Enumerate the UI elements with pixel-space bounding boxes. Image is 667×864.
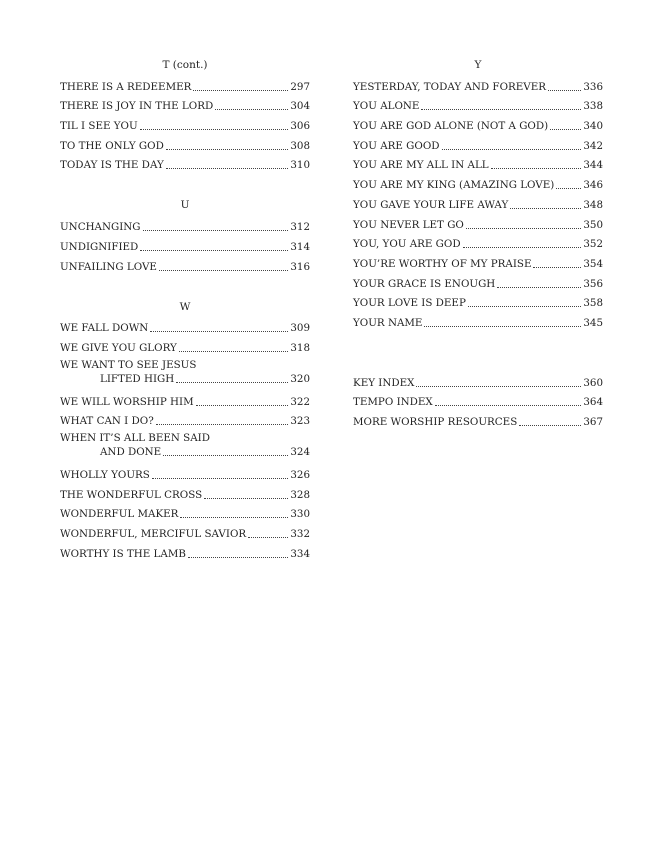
entry-title: YOUR NAME	[353, 316, 423, 329]
dot-leader	[176, 381, 288, 383]
dot-leader	[548, 89, 581, 91]
dot-leader	[435, 404, 582, 406]
dot-leader	[463, 246, 582, 248]
index-entry-key-index[interactable]	[353, 373, 603, 393]
dot-leader	[442, 148, 582, 150]
entry-page-number: 326	[290, 468, 310, 481]
index-section-y	[353, 57, 603, 333]
dot-leader	[466, 227, 581, 229]
entry-title: TO THE ONLY GOD	[60, 139, 164, 152]
dot-leader	[424, 325, 581, 327]
entry-page-number: 364	[583, 396, 603, 409]
index-entry-you-never-let-go[interactable]	[353, 215, 603, 235]
dot-leader	[150, 330, 288, 332]
entry-title: YOU ARE MY KING (AMAZING LOVE)	[353, 179, 555, 192]
entry-page-number: 309	[290, 322, 310, 335]
entry-page-number: 344	[583, 159, 603, 172]
entry-title: YOU, YOU ARE GOD	[353, 238, 461, 251]
dot-leader	[193, 89, 288, 91]
entry-page-number: 308	[290, 139, 310, 152]
index-entry-wholly-yours[interactable]	[60, 465, 310, 485]
entry-title: YOU NEVER LET GO	[353, 218, 464, 231]
entry-title: YOU ARE GOD ALONE (NOT A GOD)	[353, 120, 549, 133]
entry-page-number: 324	[290, 446, 310, 459]
entry-title: UNFAILING LOVE	[60, 260, 157, 273]
index-entry-you-you-are-god[interactable]	[353, 235, 603, 255]
entry-page-number: 348	[583, 198, 603, 211]
entry-title: WORTHY IS THE LAMB	[60, 547, 186, 560]
entry-title: YOU ARE GOOD	[353, 139, 440, 152]
entry-title: YOU GAVE YOUR LIFE AWAY	[353, 198, 509, 211]
entry-page-number: 316	[290, 260, 310, 273]
entry-page-number: 330	[290, 508, 310, 521]
dot-leader	[163, 454, 288, 456]
index-entry-unchanging[interactable]	[60, 217, 310, 237]
index-entry-your-name[interactable]	[353, 313, 603, 333]
dot-leader	[421, 108, 581, 110]
index-entry-more-worship-resources[interactable]	[353, 412, 603, 432]
entry-title: YOUR LOVE IS DEEP	[353, 297, 466, 310]
entry-page-number: 360	[583, 376, 603, 389]
index-section-t-cont	[60, 57, 310, 175]
entry-page-number: 323	[290, 415, 310, 428]
entry-title: KEY INDEX	[353, 376, 415, 389]
entry-page-number: 352	[583, 238, 603, 251]
entry-title: YOU’RE WORTHY OF MY PRAISE	[353, 257, 532, 270]
entry-title-continued: AND DONE	[100, 446, 162, 459]
entry-page-number: 356	[583, 277, 603, 290]
index-entry-undignified[interactable]	[60, 237, 310, 257]
entry-title: WONDERFUL MAKER	[60, 508, 179, 521]
dot-leader	[166, 167, 289, 169]
index-right-column	[353, 57, 603, 454]
index-entry-what-can-i-do[interactable]	[60, 412, 310, 432]
index-section-misc	[353, 355, 603, 432]
entry-page-number: 336	[583, 80, 603, 93]
index-entry-you-are-my-all-in-all[interactable]	[353, 156, 603, 176]
entry-title: WHOLLY YOURS	[60, 468, 150, 481]
index-entry-we-want-to-see-jesus-lifted-high[interactable]	[60, 358, 310, 392]
entry-title-continued-line	[60, 445, 310, 459]
entry-title: THERE IS A REDEEMER	[60, 80, 192, 93]
dot-leader	[152, 477, 289, 479]
index-section-u	[60, 197, 310, 276]
entry-title: MORE WORSHIP RESOURCES	[353, 416, 518, 428]
entry-title: YOUR GRACE IS ENOUGH	[353, 277, 496, 290]
entry-title: WONDERFUL, MERCIFUL SAVIOR	[60, 528, 247, 540]
index-entry-you-are-my-king-amazing-love[interactable]	[353, 175, 603, 195]
entry-page-number: 306	[290, 120, 310, 133]
dot-leader	[159, 269, 288, 271]
entry-title: YOU ARE MY ALL IN ALL	[353, 159, 489, 172]
index-section-w	[60, 299, 310, 564]
index-entry-we-will-worship-him[interactable]	[60, 392, 310, 412]
entry-title: WE WILL WORSHIP HIM	[60, 395, 194, 408]
index-left-column	[60, 57, 310, 586]
entry-page-number: 332	[290, 528, 310, 540]
index-entry-there-is-joy-in-the-lord[interactable]	[60, 97, 310, 117]
entry-page-number: 320	[290, 372, 310, 385]
entry-page-number: 318	[290, 341, 310, 354]
dot-leader	[491, 167, 582, 169]
entry-page-number: 350	[583, 218, 603, 231]
entry-page-number: 345	[583, 316, 603, 329]
index-entry-wonderful-maker[interactable]	[60, 505, 310, 525]
entry-title: WHAT CAN I DO?	[60, 415, 154, 428]
dot-leader	[556, 187, 581, 189]
dot-leader	[143, 229, 289, 231]
dot-leader	[497, 286, 581, 288]
index-entry-you-are-good[interactable]	[353, 136, 603, 156]
index-entry-today-is-the-day[interactable]	[60, 156, 310, 176]
entry-title: TIL I SEE YOU	[60, 120, 138, 133]
entry-title: UNCHANGING	[60, 221, 141, 234]
entry-title-continued-line	[60, 372, 310, 386]
entry-page-number: 322	[290, 395, 310, 408]
dot-leader	[510, 207, 581, 209]
dot-leader	[179, 350, 289, 352]
index-entry-the-wonderful-cross[interactable]	[60, 485, 310, 505]
entry-title: WE GIVE YOU GLORY	[60, 341, 177, 354]
entry-page-number: 342	[583, 139, 603, 152]
dot-leader	[196, 404, 289, 406]
dot-leader	[519, 424, 581, 426]
entry-page-number: 314	[290, 240, 310, 253]
index-entry-you-gave-your-life-away[interactable]	[353, 195, 603, 215]
index-entry-til-i-see-you[interactable]	[60, 116, 310, 136]
entry-title: TEMPO INDEX	[353, 396, 433, 409]
dot-leader	[204, 497, 288, 499]
index-entry-we-fall-down[interactable]	[60, 319, 310, 339]
section-heading: W	[179, 300, 191, 313]
index-entry-you-alone[interactable]	[353, 97, 603, 117]
entry-page-number: 358	[583, 297, 603, 310]
index-entry-tempo-index[interactable]	[353, 393, 603, 413]
dot-leader	[248, 536, 288, 538]
entry-title-continued: LIFTED HIGH	[100, 372, 175, 385]
entry-title: WE FALL DOWN	[60, 322, 149, 335]
entry-page-number: 354	[583, 257, 603, 270]
entry-title: WHEN IT’S ALL BEEN SAID	[60, 432, 210, 445]
entry-page-number: 310	[290, 159, 310, 172]
index-entry-your-grace-is-enough[interactable]	[353, 274, 603, 294]
index-entry-there-is-a-redeemer[interactable]	[60, 77, 310, 97]
entry-title: YOU ALONE	[353, 100, 420, 113]
dot-leader	[140, 249, 288, 251]
entry-page-number: 367	[583, 416, 603, 428]
entry-title: THE WONDERFUL CROSS	[60, 488, 203, 501]
index-entry-wonderful-merciful-savior[interactable]	[60, 524, 310, 544]
section-heading: U	[180, 199, 190, 212]
entry-title: YESTERDAY, TODAY AND FOREVER	[353, 80, 546, 93]
dot-leader	[550, 128, 581, 130]
index-entry-you-are-god-alone-not-a-god[interactable]	[353, 116, 603, 136]
index-entry-when-it-s-all-been-said-and-done[interactable]	[60, 431, 310, 465]
dot-leader	[468, 305, 581, 307]
entry-page-number: 334	[290, 547, 310, 560]
entry-page-number: 328	[290, 488, 310, 501]
entry-title: TODAY IS THE DAY	[60, 159, 164, 172]
index-entry-your-love-is-deep[interactable]	[353, 294, 603, 314]
index-entry-yesterday-today-and-forever[interactable]	[353, 77, 603, 97]
entry-title: WE WANT TO SEE JESUS	[60, 358, 197, 371]
entry-page-number: 346	[583, 179, 603, 192]
entry-title: THERE IS JOY IN THE LORD	[60, 100, 214, 113]
index-entry-worthy-is-the-lamb[interactable]	[60, 544, 310, 564]
section-heading: T (cont.)	[162, 59, 208, 71]
dot-leader	[166, 148, 289, 150]
entry-page-number: 304	[290, 100, 310, 113]
dot-leader	[156, 423, 289, 425]
dot-leader	[188, 556, 288, 558]
entry-page-number: 297	[290, 80, 310, 93]
index-entry-to-the-only-god[interactable]	[60, 136, 310, 156]
index-entry-we-give-you-glory[interactable]	[60, 338, 310, 358]
entry-title: UNDIGNIFIED	[60, 240, 139, 253]
entry-page-number: 340	[583, 120, 603, 133]
dot-leader	[416, 385, 581, 387]
entry-page-number: 312	[290, 221, 310, 234]
dot-leader	[180, 516, 288, 518]
section-spacer	[353, 355, 603, 373]
dot-leader	[140, 128, 289, 130]
index-entry-you-re-worthy-of-my-praise[interactable]	[353, 254, 603, 274]
dot-leader	[533, 266, 581, 268]
section-heading: Y	[474, 59, 482, 71]
dot-leader	[215, 108, 288, 110]
index-entry-unfailing-love[interactable]	[60, 257, 310, 277]
entry-page-number: 338	[583, 100, 603, 113]
